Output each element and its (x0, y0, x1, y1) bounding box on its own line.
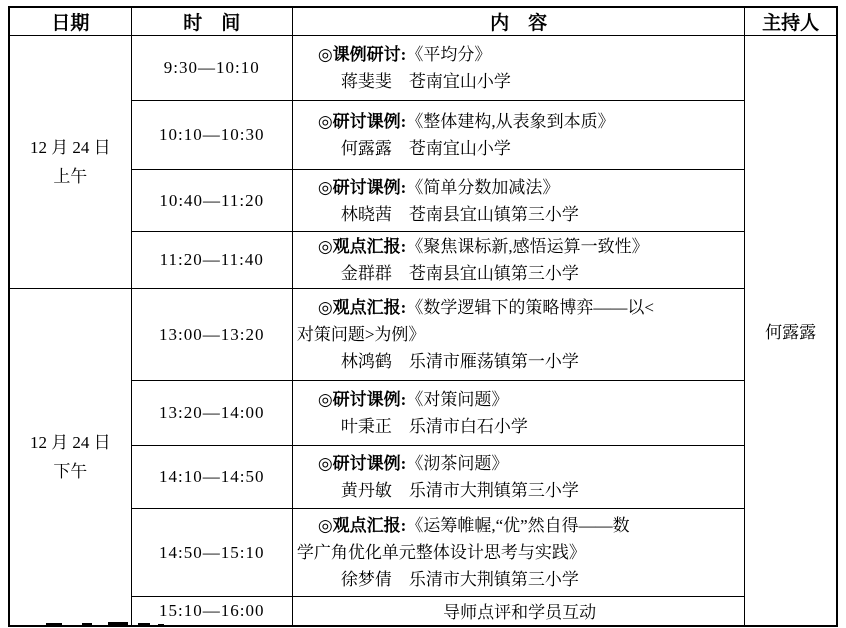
presenter-line: 蒋斐斐 苍南宜山小学 (340, 72, 511, 91)
session-title-wrap: 学广角优化单元整体设计思考与实践》 (296, 543, 586, 562)
header-content: 内 容 (292, 7, 745, 36)
session-title: 《平均分》 (406, 45, 492, 64)
session-type-label: ◎研讨课例: (317, 454, 407, 473)
date-cell-afternoon (9, 289, 131, 626)
table-row (9, 101, 837, 170)
header-date: 日期 (9, 7, 131, 36)
table-row (9, 446, 837, 509)
table-row (9, 232, 837, 289)
table-row (9, 381, 837, 446)
time-cell: 14:50—15:10 (131, 509, 292, 597)
session-title: 《对策问题》 (406, 390, 509, 409)
session-title: 《数学逻辑下的策略博弈——以< (406, 298, 654, 317)
content-cell (292, 509, 745, 597)
date-period: 下午 (53, 461, 88, 481)
session-type-label: ◎课例研讨: (317, 45, 407, 64)
content-cell: 导师点评和学员互动 (292, 597, 745, 626)
time-cell: 10:40—11:20 (131, 170, 292, 232)
content-cell (292, 36, 745, 101)
date-cell-morning (9, 36, 131, 289)
session-title: 《聚焦课标新,感悟运算一致性》 (406, 237, 649, 256)
session-title-wrap: 对策问题>为例》 (296, 325, 426, 344)
time-cell: 14:10—14:50 (131, 446, 292, 509)
time-cell: 9:30—10:10 (131, 36, 292, 101)
session-type-label: ◎观点汇报: (317, 298, 407, 317)
header-time: 时 间 (131, 7, 292, 36)
table-row (9, 597, 837, 626)
content-cell (292, 446, 745, 509)
host-cell: 何露露 (745, 36, 837, 626)
presenter-line: 林晓茜 苍南县宜山镇第三小学 (340, 204, 579, 224)
time-cell: 13:00—13:20 (131, 289, 292, 381)
header-host: 主持人 (745, 7, 837, 36)
session-title: 《整体建构,从表象到本质》 (406, 112, 615, 131)
content-cell (292, 232, 745, 289)
table-row (9, 170, 837, 232)
table-row (9, 36, 837, 101)
presenter-line: 金群群 苍南县宜山镇第三小学 (340, 264, 579, 283)
content-cell (292, 381, 745, 446)
session-title: 《沏茶问题》 (406, 454, 509, 473)
presenter-line: 何露露 苍南宜山小学 (340, 139, 511, 158)
schedule-table (8, 6, 838, 627)
content-cell (292, 289, 745, 381)
session-title: 《运筹帷幄,“优”然自得——数 (406, 516, 630, 535)
time-cell: 11:20—11:40 (131, 232, 292, 289)
session-title: 《简单分数加减法》 (406, 177, 560, 197)
time-cell: 13:20—14:00 (131, 381, 292, 446)
content-cell (292, 170, 745, 232)
presenter-line: 徐梦倩 乐清市大荆镇第三小学 (340, 570, 579, 589)
table-row (9, 509, 837, 597)
date-text: 12 月 24 日 (29, 432, 111, 452)
session-type-label: ◎研讨课例: (317, 177, 407, 197)
presenter-line: 黄丹敏 乐清市大荆镇第三小学 (340, 481, 579, 500)
time-cell: 15:10—16:00 (131, 597, 292, 626)
header-row (9, 7, 837, 36)
date-text: 12 月 24 日 (29, 138, 111, 157)
time-cell: 10:10—10:30 (131, 101, 292, 170)
presenter-line: 叶秉正 乐清市白石小学 (340, 417, 528, 436)
presenter-line: 林鸿鹤 乐清市雁荡镇第一小学 (340, 352, 579, 371)
session-type-label: ◎研讨课例: (317, 112, 407, 131)
content-cell (292, 101, 745, 170)
date-period: 上午 (53, 167, 88, 186)
session-type-label: ◎观点汇报: (317, 516, 407, 535)
session-type-label: ◎研讨课例: (317, 390, 407, 409)
session-type-label: ◎观点汇报: (317, 237, 407, 256)
table-row (9, 289, 837, 381)
